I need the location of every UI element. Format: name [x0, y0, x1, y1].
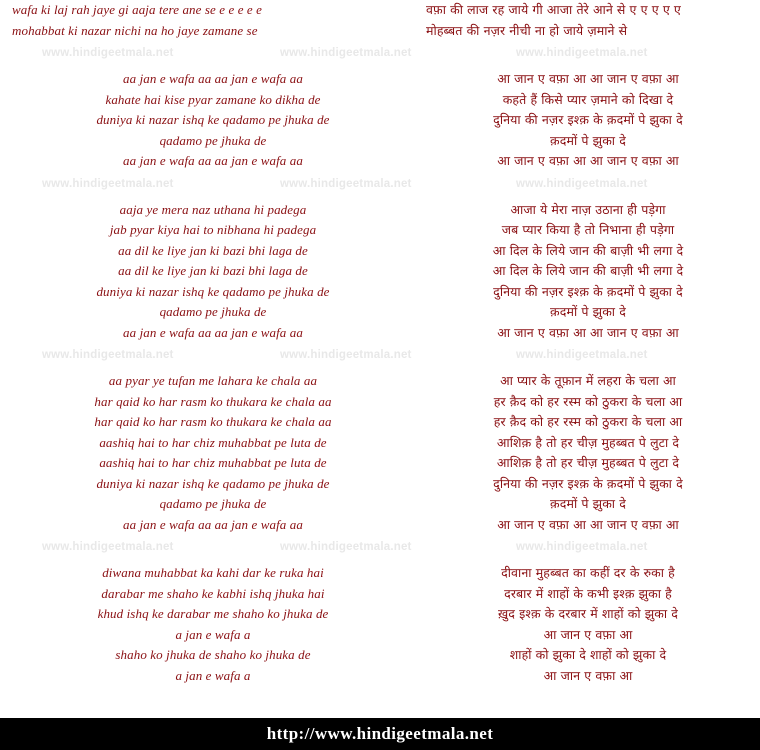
lyric-line: आ जान ए वफ़ा आ आ जान ए वफ़ा आ	[497, 71, 679, 86]
lyric-line: qadamo pe jhuka de	[159, 132, 267, 148]
lyric-line: aa jan e wafa aa aa jan e wafa aa	[123, 516, 303, 532]
lyric-line: aa jan e wafa aa aa jan e wafa aa	[123, 153, 303, 168]
lyric-line: आशिक़ है तो हर चीज़ मुहब्बत पे लुटा दे	[496, 434, 680, 450]
watermark-text: www.hindigeetmala.net	[42, 541, 174, 553]
lyric-line: मोहब्बत की नज़र नीची ना हो जाये ज़माने से	[426, 22, 628, 38]
stanza-3-devanagari-column	[420, 200, 760, 344]
watermark-text: www.hindigeetmala.net	[280, 349, 412, 361]
lyric-line: दरबार में शाहों के कभी इश्क़ झुका है	[504, 585, 672, 601]
watermark-text: www.hindigeetmala.net	[280, 177, 412, 190]
lyric-line: wafa ki laj rah jaye gi aaja tere ane se e e e e e	[12, 2, 263, 17]
stanza-1-devanagari-column	[420, 0, 760, 41]
lyric-line: दुनिया की नज़र इश्क़ के क़दमों पे झुका दे	[493, 475, 683, 491]
stanza-3-roman-column	[0, 200, 420, 344]
watermark-band-3	[0, 343, 760, 371]
stanza-2-devanagari-column	[420, 69, 760, 172]
lyric-line: qadamo pe jhuka de	[159, 304, 267, 319]
watermark-text: www.hindigeetmala.net	[42, 177, 174, 190]
lyric-line: कहते हैं किसे प्यार ज़माने को दिखा दे	[502, 91, 674, 107]
lyric-line: duniya ki nazar ishq ke qadamo pe jhuka de	[96, 112, 330, 127]
lyric-line: दुनिया की नज़र इश्क़ के क़दमों पे झुका दे	[493, 112, 683, 127]
lyric-line: a jan e wafa a	[175, 667, 251, 683]
watermark-band-4	[0, 535, 760, 563]
lyric-line: duniya ki nazar ishq ke qadamo pe jhuka de	[96, 283, 330, 299]
lyric-line: आ जान ए वफ़ा आ आ जान ए वफ़ा आ	[497, 324, 679, 340]
stanza-5	[0, 563, 760, 686]
lyric-line: aa pyar ye tufan me lahara ke chala aa	[108, 373, 318, 388]
watermark-text: www.hindigeetmala.net	[516, 541, 648, 553]
watermark-text: www.hindigeetmala.net	[516, 47, 648, 59]
lyric-line: aashiq hai to har chiz muhabbat pe luta de	[99, 434, 327, 450]
lyric-line: आ दिल के लिये जान की बाज़ी भी लगा दे	[492, 242, 684, 258]
stanza-5-roman-column	[0, 563, 420, 686]
lyric-line: a jan e wafa a	[175, 626, 251, 642]
lyric-line: shaho ko jhuka de shaho ko jhuka de	[115, 647, 311, 662]
site-url: http://www.hindigeetmala.net	[266, 724, 494, 743]
footer-bar	[0, 718, 760, 750]
watermark-text: www.hindigeetmala.net	[516, 177, 648, 190]
lyric-line: आ जान ए वफ़ा आ	[543, 626, 633, 642]
lyric-line: ख़ुद इश्क़ के दरबार में शाहों को झुका दे	[497, 606, 679, 621]
lyric-line: आशिक़ है तो हर चीज़ मुहब्बत पे लुटा दे	[496, 455, 680, 470]
watermark-band-1	[0, 41, 760, 69]
lyric-line: क़दमों पे झुका दे	[550, 496, 626, 511]
lyric-line: आ दिल के लिये जान की बाज़ी भी लगा दे	[492, 263, 684, 278]
lyric-line: क़दमों पे झुका दे	[550, 304, 626, 319]
lyric-line: diwana muhabbat ka kahi dar ke ruka hai	[102, 565, 324, 580]
stanza-4-devanagari-column	[420, 371, 760, 535]
watermark-text: www.hindigeetmala.net	[280, 541, 412, 553]
lyric-line: har qaid ko har rasm ko thukara ke chala aa	[94, 393, 332, 409]
stanza-2	[0, 69, 760, 172]
lyric-line: qadamo pe jhuka de	[159, 496, 267, 511]
watermark-text: www.hindigeetmala.net	[516, 349, 648, 361]
stanza-1-roman-column	[0, 0, 420, 41]
watermark-text: www.hindigeetmala.net	[280, 47, 412, 59]
lyric-line: aashiq hai to har chiz muhabbat pe luta de	[99, 455, 327, 470]
stanza-4-roman-column	[0, 371, 420, 535]
lyric-line: आ जान ए वफ़ा आ	[543, 667, 633, 683]
stanza-1	[0, 0, 760, 41]
watermark-text: www.hindigeetmala.net	[42, 47, 174, 59]
lyric-line: aa jan e wafa aa aa jan e wafa aa	[123, 324, 303, 340]
lyric-line: aa jan e wafa aa aa jan e wafa aa	[123, 71, 303, 86]
lyric-line: आ प्यार के तूफ़ान में लहरा के चला आ	[500, 373, 676, 388]
lyric-line: aa dil ke liye jan ki bazi bhi laga de	[118, 263, 308, 278]
lyric-line: वफ़ा की लाज रह जाये गी आजा तेरे आने से ए ए ए ए ए	[426, 2, 681, 17]
watermark-band-2	[0, 172, 760, 200]
watermark-text: www.hindigeetmala.net	[42, 349, 174, 361]
stanza-2-roman-column	[0, 69, 420, 172]
lyric-line: हर क़ैद को हर रस्म को ठुकरा के चला आ	[493, 414, 683, 429]
lyric-line: kahate hai kise pyar zamane ko dikha de	[105, 91, 321, 107]
stanza-5-devanagari-column	[420, 563, 760, 686]
lyric-line: duniya ki nazar ishq ke qadamo pe jhuka de	[96, 475, 330, 491]
lyric-line: हर क़ैद को हर रस्म को ठुकरा के चला आ	[493, 393, 683, 409]
lyric-line: शाहों को झुका दे शाहों को झुका दे	[509, 647, 667, 662]
lyric-line: आजा ये मेरा नाज़ उठाना ही पड़ेगा	[510, 201, 666, 217]
lyric-line: har qaid ko har rasm ko thukara ke chala aa	[94, 414, 332, 429]
lyric-line: क़दमों पे झुका दे	[550, 132, 626, 148]
lyric-line: mohabbat ki nazar nichi na ho jaye zamane se	[12, 22, 258, 38]
lyric-line: आ जान ए वफ़ा आ आ जान ए वफ़ा आ	[497, 153, 679, 168]
stanza-4	[0, 371, 760, 535]
lyric-line: aa dil ke liye jan ki bazi bhi laga de	[118, 242, 308, 258]
lyric-line: दुनिया की नज़र इश्क़ के क़दमों पे झुका दे	[493, 283, 683, 299]
lyric-line: darabar me shaho ke kabhi ishq jhuka hai	[101, 585, 325, 601]
lyric-line: दीवाना मुहब्बत का कहीं दर के रुका है	[501, 565, 675, 580]
lyric-line: जब प्यार किया है तो निभाना ही पड़ेगा	[501, 222, 675, 237]
lyric-line: aaja ye mera naz uthana hi padega	[119, 201, 307, 217]
lyric-line: आ जान ए वफ़ा आ आ जान ए वफ़ा आ	[497, 516, 679, 532]
lyric-line: khud ishq ke darabar me shaho ko jhuka de	[97, 606, 329, 621]
stanza-3	[0, 200, 760, 344]
lyric-line: jab pyar kiya hai to nibhana hi padega	[109, 222, 317, 237]
